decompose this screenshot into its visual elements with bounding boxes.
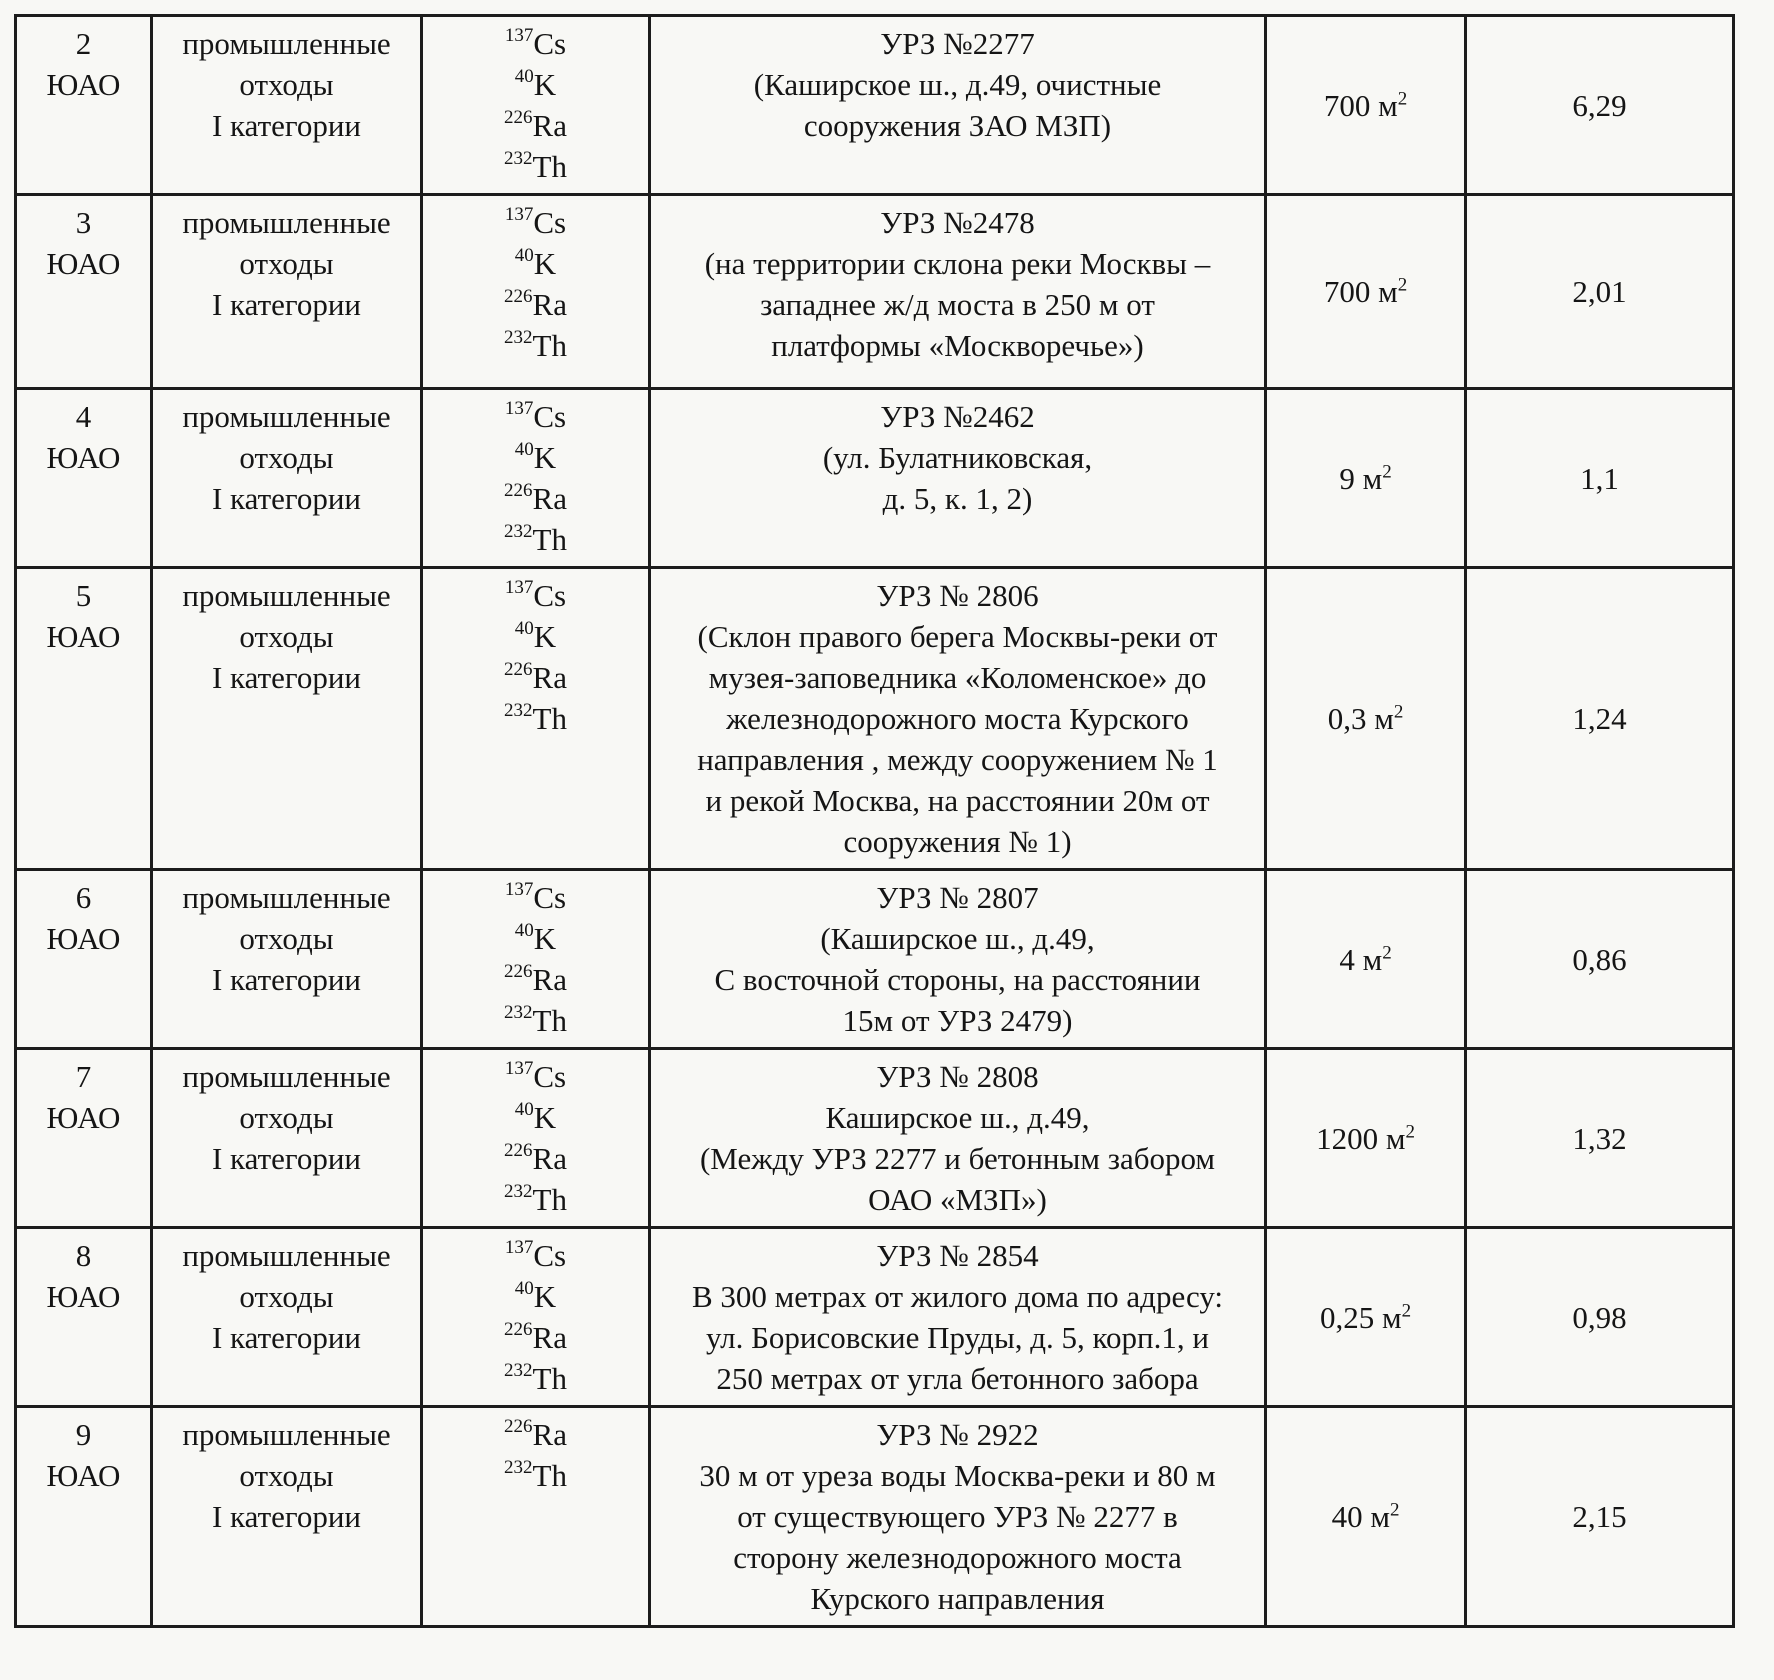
isotopes-cell: [422, 568, 650, 870]
location-line: направления , между сооружением № 1: [697, 742, 1218, 777]
site-id: УРЗ № 2806: [876, 578, 1039, 613]
isotope-mass-number: 40: [514, 244, 534, 266]
isotopes-cell: [422, 870, 650, 1049]
waste-type-line: промышленные: [182, 1417, 391, 1452]
row-number: 6: [75, 880, 92, 915]
row-number: 8: [75, 1238, 92, 1273]
area-unit-exponent: 2: [1382, 942, 1392, 964]
row-number-cell: [16, 568, 152, 870]
isotope-label: [431, 1179, 640, 1220]
isotope-label: [431, 1455, 640, 1496]
site-id: УРЗ № 2922: [876, 1417, 1039, 1452]
isotope-element: Cs: [533, 1238, 567, 1273]
isotope-element: Th: [532, 522, 567, 557]
isotope-label: [431, 1056, 640, 1097]
location-line: В 300 метрах от жилого дома по адресу:: [691, 1279, 1224, 1314]
measurement-value: 0,98: [1572, 1299, 1627, 1335]
isotope-label: [431, 105, 640, 146]
isotope-mass-number: 137: [504, 203, 534, 225]
row-number: 9: [75, 1417, 92, 1452]
measurement-cell: [1466, 1407, 1734, 1627]
location-line: (Каширское ш., д.49,: [820, 921, 1095, 956]
table-row: [16, 1049, 1734, 1228]
waste-type-cell: [152, 1049, 422, 1228]
district-label: ЮАО: [46, 1100, 121, 1135]
isotope-mass-number: 40: [514, 438, 534, 460]
area-value: [1324, 274, 1407, 309]
isotope-label: [431, 202, 640, 243]
measurement-cell: [1466, 1228, 1734, 1407]
waste-type-line: промышленные: [182, 205, 391, 240]
isotope-element: Ra: [532, 1320, 567, 1355]
isotope-mass-number: 137: [504, 1057, 534, 1079]
isotope-element: Th: [532, 328, 567, 363]
isotope-label: [431, 616, 640, 657]
waste-type-line: отходы: [239, 1279, 334, 1314]
waste-type-cell: [152, 195, 422, 389]
isotope-element: K: [533, 67, 557, 102]
isotope-mass-number: 226: [504, 1318, 533, 1340]
isotope-mass-number: 137: [504, 576, 534, 598]
district-label: ЮАО: [46, 921, 121, 956]
isotope-label: [431, 1358, 640, 1399]
isotope-label: [431, 23, 640, 64]
isotopes-cell: [422, 195, 650, 389]
isotope-element: Ra: [532, 1417, 567, 1452]
isotope-mass-number: 232: [504, 1001, 533, 1023]
area-unit-exponent: 2: [1401, 1300, 1412, 1322]
row-number: 3: [75, 205, 92, 240]
location-line: сооружения ЗАО МЗП): [803, 108, 1112, 143]
area-value: [1339, 461, 1391, 496]
location-line: железнодорожного моста Курского: [726, 701, 1189, 736]
isotope-mass-number: 40: [514, 919, 534, 941]
waste-type-line: отходы: [239, 1458, 334, 1493]
table-body: [16, 16, 1734, 1627]
location-cell: [650, 1407, 1266, 1627]
isotope-mass-number: 40: [514, 1277, 534, 1299]
waste-type-line: I категории: [211, 1499, 362, 1534]
isotope-element: K: [533, 1279, 557, 1314]
area-cell: [1266, 870, 1466, 1049]
isotope-label: [431, 325, 640, 366]
waste-type-line: отходы: [239, 67, 334, 102]
location-line: платформы «Москворечье»): [771, 328, 1144, 363]
isotope-element: K: [533, 1100, 557, 1135]
location-line: д. 5, к. 1, 2): [882, 481, 1033, 516]
isotope-element: Th: [532, 1361, 567, 1396]
isotope-element: Cs: [533, 880, 567, 915]
site-id: УРЗ №2478: [880, 205, 1035, 240]
area-number: 0,25 м: [1319, 1299, 1402, 1335]
table-row: [16, 16, 1734, 195]
area-unit-exponent: 2: [1389, 1499, 1400, 1521]
row-number-cell: [16, 1407, 152, 1627]
location-line: (Между УРЗ 2277 и бетонным забором: [699, 1141, 1216, 1176]
location-cell: [650, 870, 1266, 1049]
table-row: [16, 1228, 1734, 1407]
isotope-mass-number: 232: [504, 1359, 533, 1381]
isotope-label: [431, 243, 640, 284]
isotope-mass-number: 232: [504, 326, 533, 348]
isotope-mass-number: 232: [504, 699, 533, 721]
measurement-value: 0,86: [1572, 941, 1627, 977]
area-number: 700 м: [1323, 87, 1398, 123]
location-line: (ул. Булатниковская,: [822, 440, 1093, 475]
isotope-element: K: [533, 921, 557, 956]
table-row: [16, 870, 1734, 1049]
location-line: и рекой Москва, на расстоянии 20м от: [705, 783, 1210, 818]
location-line: 250 метрах от угла бетонного забора: [716, 1361, 1199, 1396]
location-line: (на территории склона реки Москвы –: [704, 246, 1211, 281]
site-id: УРЗ №2277: [880, 26, 1035, 61]
area-cell: [1266, 389, 1466, 568]
waste-type-line: промышленные: [182, 26, 391, 61]
area-cell: [1266, 16, 1466, 195]
waste-type-line: промышленные: [182, 1238, 391, 1273]
measurement-cell: [1466, 568, 1734, 870]
isotope-mass-number: 226: [504, 960, 533, 982]
isotope-element: Cs: [533, 578, 567, 613]
row-number-cell: [16, 16, 152, 195]
waste-type-line: отходы: [239, 1100, 334, 1135]
area-cell: [1266, 1407, 1466, 1627]
area-cell: [1266, 1228, 1466, 1407]
isotope-element: Cs: [533, 205, 567, 240]
waste-type-line: промышленные: [182, 578, 391, 613]
waste-type-line: отходы: [239, 921, 334, 956]
district-label: ЮАО: [46, 619, 121, 654]
waste-type-cell: [152, 1228, 422, 1407]
location-cell: [650, 568, 1266, 870]
waste-type-line: I категории: [211, 660, 362, 695]
waste-type-line: I категории: [211, 108, 362, 143]
measurement-cell: [1466, 870, 1734, 1049]
district-label: ЮАО: [46, 1279, 121, 1314]
isotope-mass-number: 226: [504, 479, 533, 501]
location-line: ул. Борисовские Пруды, д. 5, корп.1, и: [706, 1320, 1209, 1355]
isotope-mass-number: 226: [504, 106, 533, 128]
area-unit-exponent: 2: [1393, 701, 1404, 723]
site-id: УРЗ №2462: [880, 399, 1035, 434]
isotope-label: [431, 1414, 640, 1455]
district-label: ЮАО: [46, 440, 121, 475]
isotope-label: [431, 1276, 640, 1317]
area-cell: [1266, 195, 1466, 389]
isotope-mass-number: 40: [514, 617, 534, 639]
waste-type-cell: [152, 1407, 422, 1627]
isotope-element: Ra: [532, 1141, 567, 1176]
isotope-mass-number: 137: [504, 1236, 534, 1258]
isotope-label: [431, 1317, 640, 1358]
isotope-mass-number: 40: [514, 65, 534, 87]
location-line: 30 м от уреза воды Москва-реки и 80 м: [699, 1458, 1216, 1493]
waste-type-line: промышленные: [182, 399, 391, 434]
location-line: сторону железнодорожного моста: [733, 1540, 1182, 1575]
waste-type-cell: [152, 870, 422, 1049]
row-number-cell: [16, 195, 152, 389]
waste-type-cell: [152, 16, 422, 195]
measurement-value: 6,29: [1572, 87, 1627, 123]
area-unit-exponent: 2: [1382, 461, 1392, 483]
measurement-value: 1,1: [1580, 460, 1619, 496]
isotope-mass-number: 40: [514, 1098, 534, 1120]
area-unit-exponent: 2: [1397, 274, 1408, 296]
isotope-element: Th: [532, 1003, 567, 1038]
table-row: [16, 1407, 1734, 1627]
waste-type-line: I категории: [211, 962, 362, 997]
row-number: 5: [75, 578, 92, 613]
area-value: [1316, 1121, 1415, 1156]
isotope-label: [431, 698, 640, 739]
area-number: 4 м: [1339, 941, 1383, 977]
isotope-label: [431, 437, 640, 478]
location-line: ОАО «МЗП»): [868, 1182, 1047, 1217]
location-cell: [650, 1228, 1266, 1407]
waste-type-line: отходы: [239, 440, 334, 475]
isotope-mass-number: 226: [504, 658, 533, 680]
isotope-element: Ra: [532, 660, 567, 695]
waste-type-line: I категории: [211, 287, 362, 322]
contamination-sites-table: [14, 14, 1735, 1628]
isotope-mass-number: 226: [504, 1139, 533, 1161]
area-number: 700 м: [1323, 274, 1398, 309]
district-label: ЮАО: [46, 67, 121, 102]
area-value: [1320, 1300, 1411, 1335]
table-row: [16, 389, 1734, 568]
isotope-label: [431, 575, 640, 616]
measurement-value: 1,32: [1572, 1120, 1627, 1156]
isotope-mass-number: 232: [504, 147, 533, 169]
area-number: 0,3 м: [1327, 701, 1394, 736]
isotope-label: [431, 918, 640, 959]
area-number: 40 м: [1331, 1499, 1390, 1534]
row-number: 4: [75, 399, 92, 434]
isotope-label: [431, 1138, 640, 1179]
measurement-value: 2,01: [1572, 274, 1627, 309]
location-line: музея-заповедника «Коломенское» до: [708, 660, 1207, 695]
area-value: [1324, 88, 1407, 123]
isotope-element: Ra: [532, 962, 567, 997]
isotopes-cell: [422, 16, 650, 195]
isotopes-cell: [422, 1049, 650, 1228]
isotope-element: Ra: [532, 108, 567, 143]
measurement-value: 2,15: [1572, 1499, 1627, 1534]
isotope-mass-number: 232: [504, 520, 533, 542]
measurement-cell: [1466, 16, 1734, 195]
site-id: УРЗ № 2854: [876, 1238, 1039, 1273]
area-number: 1200 м: [1316, 1120, 1406, 1156]
isotope-label: [431, 146, 640, 187]
isotope-label: [431, 64, 640, 105]
area-number: 9 м: [1339, 460, 1383, 496]
row-number: 2: [75, 26, 92, 61]
measurement-value: 1,24: [1572, 701, 1627, 736]
row-number-cell: [16, 870, 152, 1049]
district-label: ЮАО: [46, 246, 121, 281]
isotope-label: [431, 657, 640, 698]
location-line: сооружения № 1): [843, 824, 1072, 859]
isotope-mass-number: 137: [504, 397, 534, 419]
location-line: С восточной стороны, на расстоянии: [714, 962, 1201, 997]
district-label: ЮАО: [46, 1458, 121, 1493]
area-unit-exponent: 2: [1397, 88, 1408, 110]
waste-type-line: I категории: [211, 481, 362, 516]
isotope-label: [431, 396, 640, 437]
area-cell: [1266, 568, 1466, 870]
area-cell: [1266, 1049, 1466, 1228]
isotope-element: Cs: [533, 399, 567, 434]
waste-type-line: I категории: [211, 1320, 362, 1355]
location-cell: [650, 16, 1266, 195]
waste-type-line: промышленные: [182, 1059, 391, 1094]
isotope-element: Ra: [532, 481, 567, 516]
isotope-label: [431, 519, 640, 560]
location-cell: [650, 195, 1266, 389]
location-line: 15м от УРЗ 2479): [842, 1003, 1073, 1038]
table-row: [16, 195, 1734, 389]
row-number: 7: [75, 1059, 92, 1094]
isotope-element: K: [533, 619, 557, 654]
location-line: от существующего УРЗ № 2277 в: [737, 1499, 1178, 1534]
isotope-element: Th: [532, 1182, 567, 1217]
isotope-mass-number: 232: [504, 1456, 533, 1478]
location-line: западнее ж/д моста в 250 м от: [760, 287, 1155, 322]
isotopes-cell: [422, 1228, 650, 1407]
isotope-label: [431, 284, 640, 325]
table-row: [16, 568, 1734, 870]
location-line: Курского направления: [810, 1581, 1105, 1616]
isotope-element: Ra: [532, 287, 567, 322]
row-number-cell: [16, 389, 152, 568]
row-number-cell: [16, 1228, 152, 1407]
isotope-mass-number: 137: [504, 878, 534, 900]
measurement-cell: [1466, 195, 1734, 389]
isotope-label: [431, 1097, 640, 1138]
isotope-mass-number: 137: [504, 24, 534, 46]
location-line: (Склон правого берега Москвы-реки от: [697, 619, 1218, 654]
isotope-mass-number: 226: [504, 1415, 533, 1437]
isotope-element: Th: [532, 149, 567, 184]
waste-type-cell: [152, 389, 422, 568]
isotope-label: [431, 877, 640, 918]
isotope-element: Th: [532, 1458, 567, 1493]
isotope-mass-number: 226: [504, 285, 533, 307]
isotope-label: [431, 1235, 640, 1276]
isotope-label: [431, 1000, 640, 1041]
isotope-label: [431, 478, 640, 519]
waste-type-line: промышленные: [182, 880, 391, 915]
isotope-element: Cs: [533, 26, 567, 61]
location-line: Каширское ш., д.49,: [825, 1100, 1090, 1135]
isotope-element: Cs: [533, 1059, 567, 1094]
row-number-cell: [16, 1049, 152, 1228]
area-value: [1339, 942, 1391, 977]
measurement-cell: [1466, 389, 1734, 568]
isotope-label: [431, 959, 640, 1000]
isotope-element: K: [533, 246, 557, 281]
site-id: УРЗ № 2808: [876, 1059, 1039, 1094]
waste-type-line: отходы: [239, 246, 334, 281]
area-value: [1332, 1499, 1400, 1534]
waste-type-cell: [152, 568, 422, 870]
measurement-cell: [1466, 1049, 1734, 1228]
document-page: [14, 14, 1732, 1628]
isotope-element: Th: [532, 701, 567, 736]
isotope-element: K: [533, 440, 557, 475]
site-id: УРЗ № 2807: [876, 880, 1039, 915]
waste-type-line: I категории: [211, 1141, 362, 1176]
area-unit-exponent: 2: [1405, 1121, 1415, 1143]
location-cell: [650, 1049, 1266, 1228]
location-cell: [650, 389, 1266, 568]
isotopes-cell: [422, 1407, 650, 1627]
location-line: (Каширское ш., д.49, очистные: [753, 67, 1162, 102]
area-value: [1328, 701, 1404, 736]
isotope-mass-number: 232: [504, 1180, 533, 1202]
waste-type-line: отходы: [239, 619, 334, 654]
isotopes-cell: [422, 389, 650, 568]
